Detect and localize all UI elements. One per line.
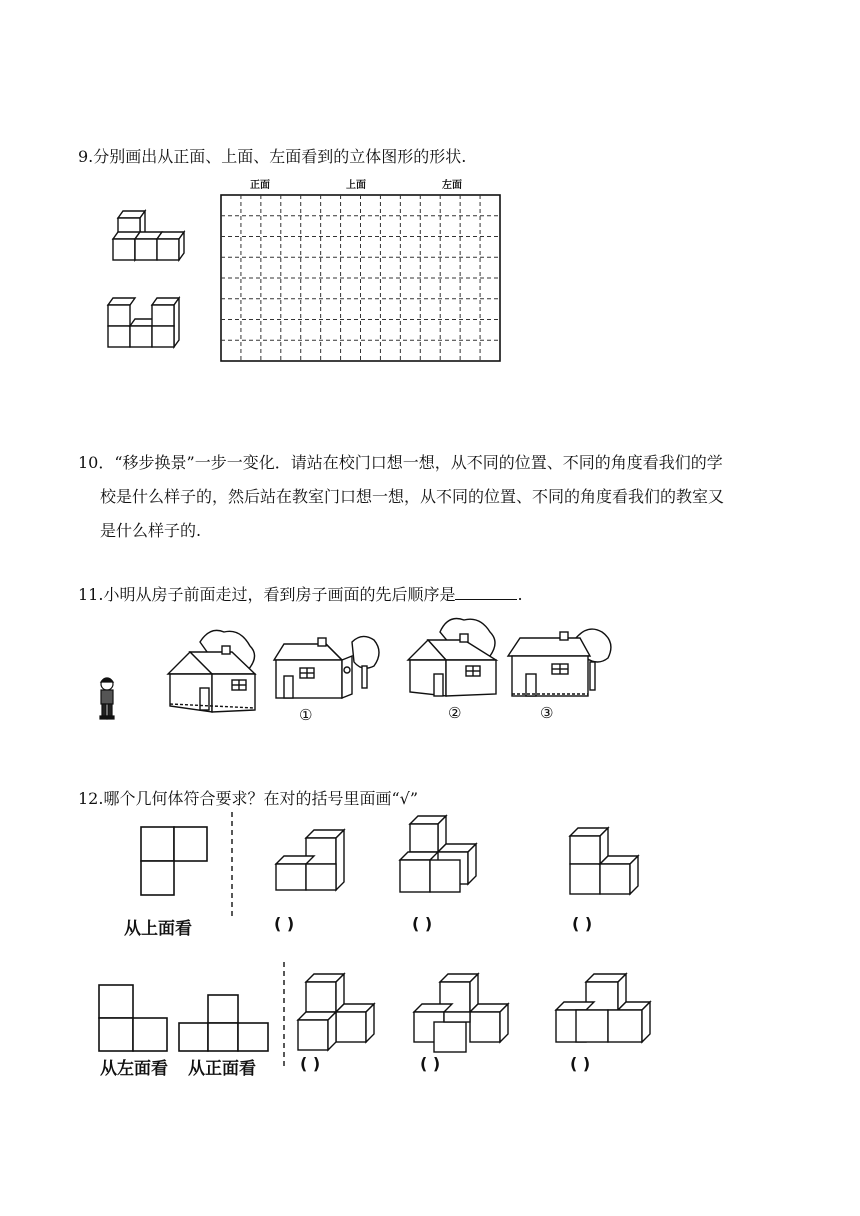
row1-option-c-cubes — [568, 824, 640, 896]
answer-paren-r1-c[interactable]: ( ) — [572, 914, 593, 933]
answer-blank[interactable] — [455, 585, 517, 600]
grid-header-top: 上面 — [346, 180, 366, 191]
row2-option-b-cubes — [410, 970, 510, 1056]
house-main — [160, 622, 260, 722]
label-view-left: 从左面看 — [100, 1059, 168, 1079]
marker-3: ③ — [540, 704, 554, 722]
label-view-front: 从正面看 — [188, 1059, 256, 1079]
divider-dashed-1 — [230, 812, 234, 918]
question-12-text: 12.哪个几何体符合要求？在对的括号里面画“√” — [78, 789, 419, 808]
marker-1: ① — [299, 706, 313, 724]
question-9-text: 9.分别画出从正面、上面、左面看到的立体图形的形状. — [78, 147, 467, 166]
question-11-prefix: 11.小明从房子前面走过，看到房子画面的先后顺序是 — [78, 585, 456, 604]
answer-paren-r2-b[interactable]: ( ) — [420, 1054, 441, 1073]
marker-2: ② — [448, 704, 462, 722]
q9-cube-figure-1 — [108, 208, 188, 270]
top-view-shape — [140, 826, 208, 896]
question-10-line-1: 10．“移步换景”一步一变化．请站在校门口想一想，从不同的位置、不同的角度看我们的学 — [78, 453, 723, 472]
divider-dashed-2 — [282, 962, 286, 1066]
answer-paren-r2-a[interactable]: ( ) — [300, 1054, 321, 1073]
left-view-shape — [98, 984, 170, 1052]
question-11-suffix: . — [517, 585, 523, 604]
row1-option-b-cubes — [398, 814, 478, 898]
row2-option-a-cubes — [294, 970, 378, 1054]
front-view-shape — [178, 994, 270, 1052]
house-option-1[interactable] — [270, 630, 382, 702]
answer-paren-r2-c[interactable]: ( ) — [570, 1054, 591, 1073]
row1-option-a-cubes — [268, 826, 340, 894]
house-option-3[interactable] — [504, 622, 620, 702]
question-10-line-3: 是什么样子的. — [100, 521, 202, 540]
boy-figure — [96, 676, 118, 720]
row2-option-c-cubes — [554, 970, 652, 1046]
answer-paren-r1-b[interactable]: ( ) — [412, 914, 433, 933]
house-option-2[interactable] — [404, 612, 504, 702]
grid-header-left: 左面 — [442, 180, 462, 191]
answer-paren-r1-a[interactable]: ( ) — [274, 914, 295, 933]
grid-header-front: 正面 — [250, 180, 270, 191]
question-11-text — [78, 584, 523, 606]
question-10-line-2: 校是什么样子的，然后站在教室门口想一想，从不同的位置、不同的角度看我们的教室又 — [100, 487, 725, 506]
q9-cube-figure-2 — [104, 294, 184, 354]
q9-answer-grid[interactable] — [220, 194, 502, 364]
label-view-top: 从上面看 — [124, 919, 192, 939]
